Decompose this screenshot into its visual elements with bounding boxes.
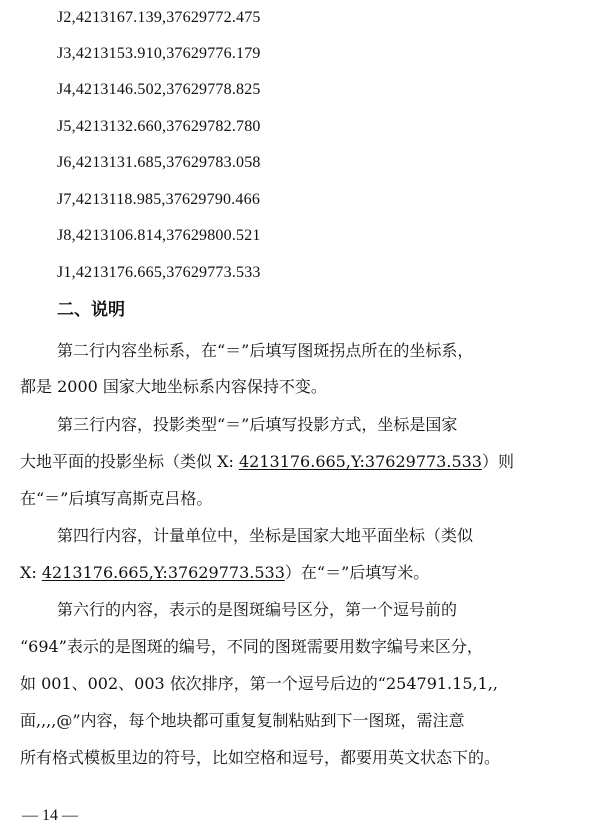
coordinate-line-j4: J4,4213146.502,37629778.825 (57, 81, 261, 98)
paragraph-4-line-1: 第六行的内容，表示的是图斑编号区分，第一个逗号前的 (57, 600, 458, 619)
coordinate-line-j2: J2,4213167.139,37629772.475 (57, 9, 261, 26)
page-number: — 14 — (22, 807, 78, 824)
paragraph-4-line-2: “694”表示的是图斑的编号，不同的图斑需要用数字编号来区分， (20, 637, 483, 656)
underlined-coordinate: 4213176.665,Y:37629773.533 (238, 452, 482, 471)
paragraph-3-line-2-prefix: X: (20, 563, 42, 582)
paragraph-3-line-1: 第四行内容，计量单位中，坐标是国家大地平面坐标（类似 (57, 526, 474, 545)
paragraph-2-line-2-suffix: ）则 (481, 452, 514, 471)
paragraph-2-line-2-prefix: 大地平面的投影坐标（类似 X: (20, 452, 239, 471)
paragraph-2-line-1: 第三行内容，投影类型“＝”后填写投影方式，坐标是国家 (57, 415, 458, 434)
coordinate-line-j3: J3,4213153.910,37629776.179 (57, 45, 261, 62)
underlined-coordinate: 4213176.665,Y:37629773.533 (41, 563, 285, 582)
paragraph-3-line-2-suffix: ）在“＝”后填写米。 (284, 563, 430, 582)
coordinate-line-j5: J5,4213132.660,37629782.780 (57, 118, 261, 135)
paragraph-2-line-3: 在“＝”后填写高斯克吕格。 (20, 489, 213, 508)
coordinate-line-j1: J1,4213176.665,37629773.533 (57, 264, 261, 281)
coordinate-line-j7: J7,4213118.985,37629790.466 (57, 191, 261, 208)
paragraph-3-line-2 (20, 562, 429, 584)
paragraph-4-line-3: 如 001、002、003 依次排序，第一个逗号后边的“254791.15,1,, (20, 674, 498, 693)
coordinate-line-j8: J8,4213106.814,37629800.521 (57, 227, 261, 244)
paragraph-2-line-2 (20, 451, 514, 473)
paragraph-4-line-4: 面,,,,@”内容，每个地块都可重复复制粘贴到下一图斑，需注意 (20, 711, 465, 730)
paragraph-1-line-1: 第二行内容坐标系，在“＝”后填写图斑拐点所在的坐标系， (57, 341, 474, 360)
paragraph-4-line-5: 所有格式模板里边的符号，比如空格和逗号，都要用英文状态下的。 (20, 748, 501, 767)
paragraph-1-line-2: 都是 2000 国家大地坐标系内容保持不变。 (20, 377, 327, 396)
coordinate-line-j6: J6,4213131.685,37629783.058 (57, 154, 261, 171)
section-heading: 二、说明 (57, 300, 125, 320)
